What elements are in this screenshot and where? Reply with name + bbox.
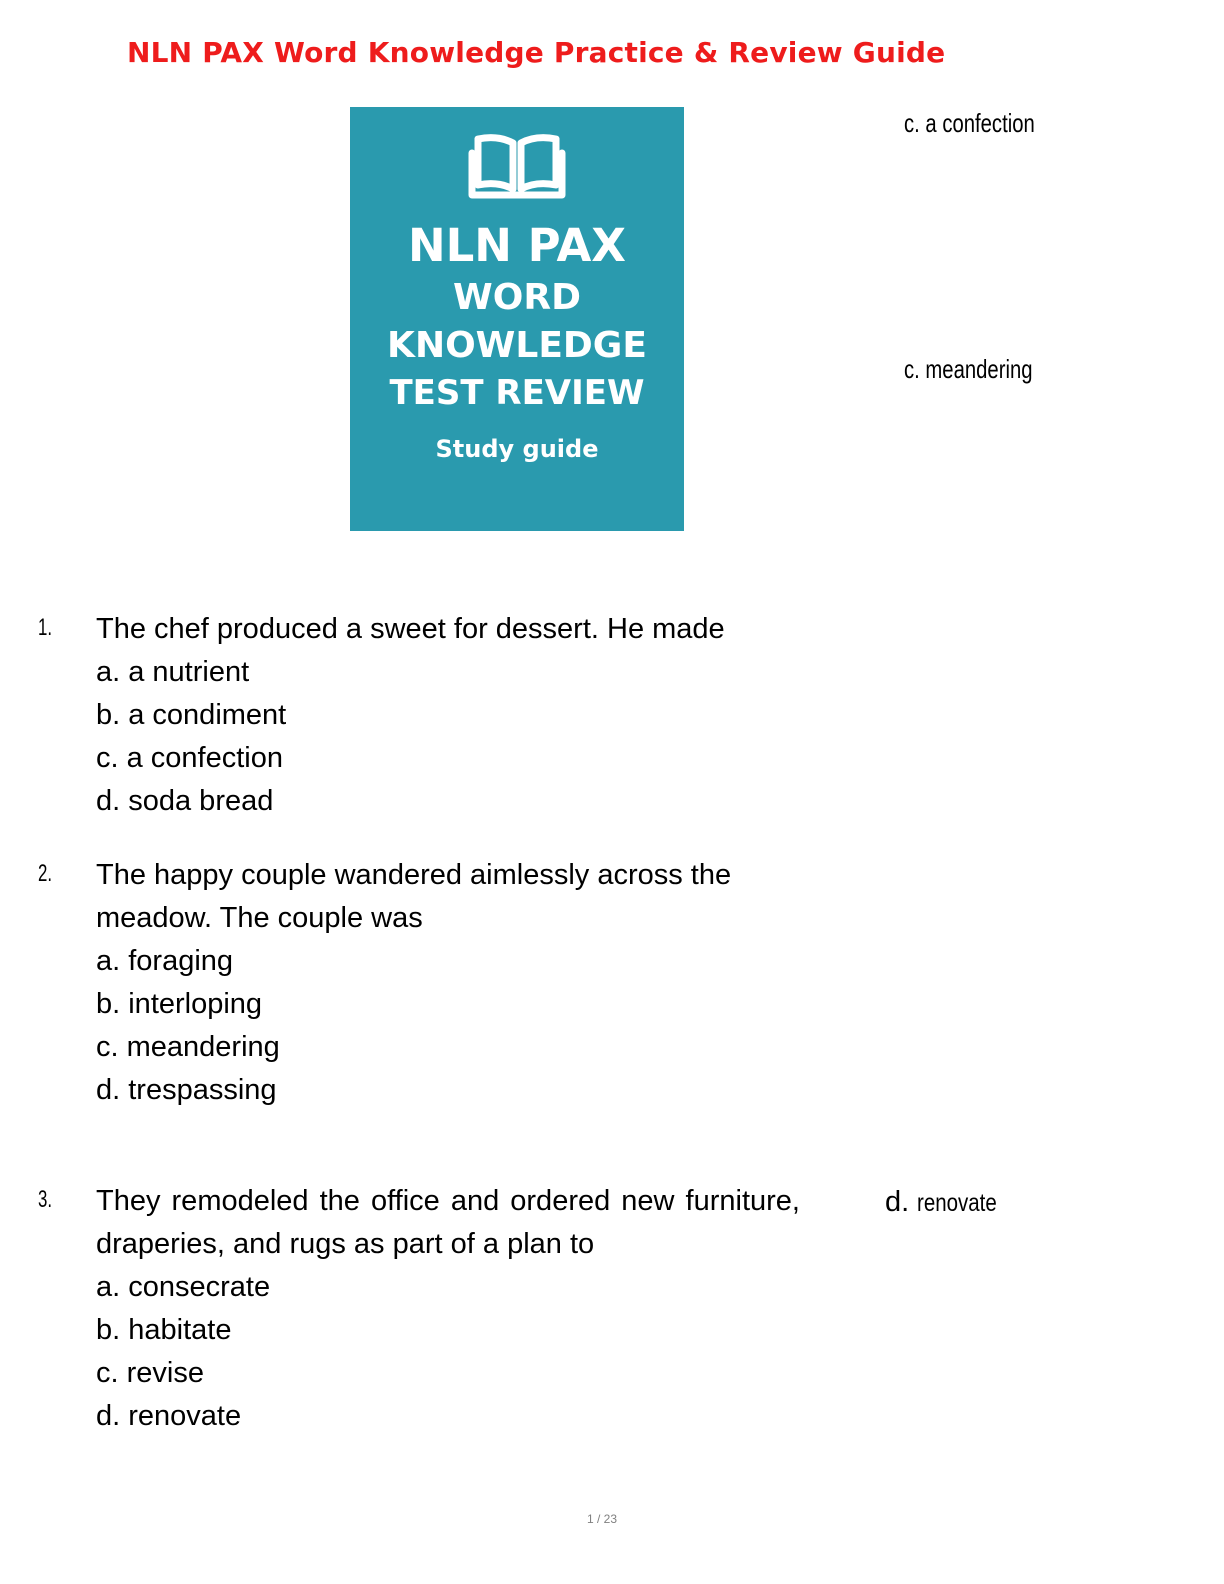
question-text-line-1: They remodeled the office and ordered new furniture,	[96, 1185, 800, 1217]
cover-image	[350, 107, 684, 531]
option-d: d. renovate	[96, 1400, 242, 1432]
page-number: 1 / 23	[586, 1512, 618, 1526]
cover-line-1: NLN PAX	[407, 219, 627, 272]
option-c: c. revise	[96, 1357, 204, 1389]
cover-line-2: WORD	[453, 277, 581, 318]
question-number: 1.	[38, 614, 53, 641]
question-text-line-2: meadow. The couple was	[96, 902, 423, 934]
question-number: 3.	[38, 1186, 53, 1213]
option-b: b. interloping	[96, 988, 263, 1020]
option-b: b. habitate	[96, 1314, 232, 1346]
question-number: 2.	[38, 860, 53, 887]
answer-note-2: c. meandering	[904, 354, 1033, 384]
cover-line-4: TEST REVIEW	[389, 373, 645, 413]
question-text: The chef produced a sweet for dessert. He made	[96, 613, 725, 645]
inline-answer-note	[885, 1186, 1015, 1219]
open-book-icon	[468, 131, 566, 201]
option-c: c. meandering	[96, 1031, 280, 1063]
question-text-line-1: The happy couple wandered aimlessly across the	[96, 859, 732, 891]
answer-letter: d.	[885, 1186, 910, 1218]
option-a: a. a nutrient	[96, 656, 250, 688]
cover-line-3: KNOWLEDGE	[387, 325, 647, 366]
option-a: a. consecrate	[96, 1271, 271, 1303]
answer-text: renovate	[917, 1189, 998, 1217]
option-d: d. trespassing	[96, 1074, 277, 1106]
document-title: NLN PAX Word Knowledge Practice & Review Guide	[127, 36, 946, 69]
answer-note-1: c. a confection	[904, 108, 1035, 138]
cover-line-5: Study guide	[435, 435, 599, 463]
option-b: b. a condiment	[96, 699, 287, 731]
option-d: d. soda bread	[96, 785, 274, 817]
option-c: c. a confection	[96, 742, 283, 774]
option-a: a. foraging	[96, 945, 234, 977]
question-text-line-2: draperies, and rugs as part of a plan to	[96, 1228, 595, 1260]
